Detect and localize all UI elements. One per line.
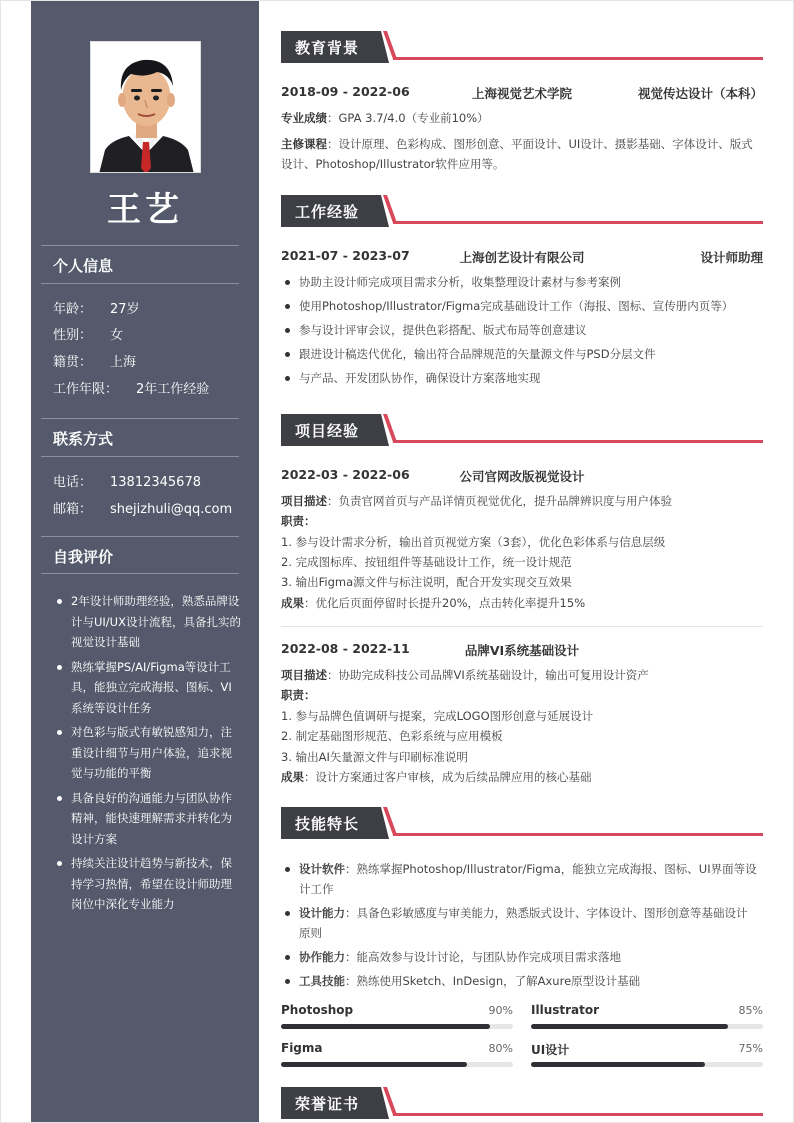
info-label: 工作年限： bbox=[53, 382, 119, 397]
info-value: 13812345678 bbox=[110, 475, 201, 490]
skill-label: 协作能力 bbox=[299, 950, 345, 964]
section-header-honors bbox=[281, 1087, 763, 1119]
project-duty-line: 1. 参与品牌色值调研与提案，完成LOGO图形创意与延展设计 bbox=[281, 709, 594, 723]
info-experience-years bbox=[53, 378, 209, 397]
skill-bar-track bbox=[531, 1062, 763, 1067]
list-item bbox=[281, 947, 757, 967]
project-desc bbox=[281, 665, 763, 685]
project-duty-line: 2. 完成图标库、按钮组件等基础设计工作，统一设计规范 bbox=[281, 555, 572, 569]
skill-bar-illustrator bbox=[531, 1003, 763, 1017]
sidebar-divider bbox=[41, 245, 239, 246]
info-gender bbox=[53, 324, 123, 343]
project-desc bbox=[281, 491, 763, 511]
skill-bar-fill bbox=[531, 1024, 728, 1029]
desc-text: ：负责官网首页与产品详情页视觉优化，提升品牌辨识度与用户体验 bbox=[327, 494, 672, 508]
contact-email bbox=[53, 498, 232, 517]
info-label: 籍贯： bbox=[53, 355, 93, 370]
section-rule bbox=[393, 57, 763, 60]
profile-photo bbox=[90, 41, 201, 173]
sidebar-divider bbox=[41, 456, 239, 457]
info-value: 27岁 bbox=[110, 302, 140, 317]
avatar-illustration bbox=[91, 42, 201, 173]
education-grade bbox=[281, 108, 763, 128]
list-item: 对色彩与版式有敏锐感知力，注重设计细节与用户体验，追求视觉与功能的平衡 bbox=[53, 722, 243, 784]
skill-bar-ui-design bbox=[531, 1041, 763, 1058]
result-label: 成果 bbox=[281, 596, 304, 610]
project-period: 2022-03 - 2022-06 bbox=[281, 467, 410, 482]
skill-bar-fill bbox=[531, 1062, 705, 1067]
main-column bbox=[281, 0, 763, 1123]
sidebar-divider bbox=[41, 536, 239, 537]
education-courses bbox=[281, 134, 763, 174]
skill-text: ：能高效参与设计讨论，与团队协作完成项目需求落地 bbox=[345, 950, 621, 964]
skill-text: ：熟练掌握Photoshop/Illustrator/Figma，能独立完成海报、图标、UI界面等设计工作 bbox=[299, 862, 757, 896]
section-header-work bbox=[281, 195, 763, 227]
project-duty-line: 3. 输出AI矢量源文件与印刷标准说明 bbox=[281, 750, 468, 764]
grade-text: ：GPA 3.7/4.0（专业前10%） bbox=[327, 111, 489, 125]
project-duty-line: 3. 输出Figma源文件与标注说明，配合开发实现交互效果 bbox=[281, 575, 572, 589]
info-value: shejizhuli@qq.com bbox=[110, 502, 233, 517]
skill-bar-track bbox=[281, 1062, 513, 1067]
skill-bar-photoshop bbox=[281, 1003, 513, 1017]
section-rule bbox=[393, 221, 763, 224]
education-school: 上海视觉艺术学院 bbox=[471, 86, 572, 101]
work-company: 上海创艺设计有限公司 bbox=[459, 250, 585, 265]
skills-list bbox=[281, 859, 757, 995]
section-title: 技能特长 bbox=[295, 815, 360, 833]
info-hometown bbox=[53, 351, 136, 370]
work-period: 2021-07 - 2023-07 bbox=[281, 248, 410, 263]
project-name: 品牌VI系统基础设计 bbox=[464, 643, 580, 658]
info-value: 女 bbox=[110, 328, 124, 343]
skill-bar-percent: 80% bbox=[488, 1042, 513, 1055]
project-divider bbox=[281, 626, 763, 627]
work-role: 设计师助理 bbox=[700, 250, 763, 265]
project-period: 2022-08 - 2022-11 bbox=[281, 641, 410, 656]
sidebar bbox=[31, 0, 259, 1123]
section-rule bbox=[393, 440, 763, 443]
courses-text: ：设计原理、色彩构成、图形创意、平面设计、UI设计、摄影基础、字体设计、版式设计、Photoshop/Illustrator软件应用等。 bbox=[281, 137, 753, 171]
skill-bar-percent: 75% bbox=[738, 1042, 763, 1055]
section-title: 工作经验 bbox=[295, 203, 360, 221]
project-duties bbox=[281, 511, 763, 531]
education-period: 2018-09 - 2022-06 bbox=[281, 84, 410, 99]
list-item bbox=[281, 903, 757, 943]
section-rule bbox=[393, 833, 763, 836]
list-item: 协助主设计师完成项目需求分析，收集整理设计素材与参考案例 bbox=[281, 272, 763, 292]
info-age bbox=[53, 298, 140, 317]
list-item: 2年设计师助理经验，熟悉品牌设计与UI/UX设计流程，具备扎实的视觉设计基础 bbox=[53, 591, 243, 653]
contact-phone bbox=[53, 471, 201, 490]
list-item: 持续关注设计趋势与新技术，保持学习热情，希望在设计师助理岗位中深化专业能力 bbox=[53, 853, 243, 915]
contact-title: 联系方式 bbox=[53, 430, 114, 448]
work-duties-list bbox=[281, 272, 763, 392]
duty-label: 职责： bbox=[281, 514, 316, 528]
skill-bar-name: Photoshop bbox=[281, 1003, 354, 1017]
list-item: 与产品、开发团队协作，确保设计方案落地实现 bbox=[281, 368, 763, 388]
section-title: 荣誉证书 bbox=[295, 1095, 360, 1113]
info-value: 2年工作经验 bbox=[136, 382, 210, 397]
result-text: ：优化后页面停留时长提升20%，点击转化率提升15% bbox=[304, 596, 586, 610]
candidate-name: 王艺 bbox=[107, 190, 183, 230]
list-item: 熟练掌握PS/AI/Figma等设计工具，能独立完成海报、图标、VI系统等设计任务 bbox=[53, 657, 243, 719]
self-eval-title: 自我评价 bbox=[53, 548, 114, 566]
sidebar-divider bbox=[41, 418, 239, 419]
info-label: 年龄： bbox=[53, 302, 93, 317]
list-item: 跟进设计稿迭代优化，输出符合品牌规范的矢量源文件与PSD分层文件 bbox=[281, 344, 763, 364]
desc-label: 项目描述 bbox=[281, 668, 327, 682]
skill-bar-fill bbox=[281, 1062, 467, 1067]
section-title: 教育背景 bbox=[295, 39, 360, 57]
info-label: 电话： bbox=[53, 475, 93, 490]
sidebar-divider bbox=[41, 573, 239, 574]
skill-bar-track bbox=[281, 1024, 513, 1029]
list-item: 具备良好的沟通能力与团队协作精神，能快速理解需求并转化为设计方案 bbox=[53, 788, 243, 850]
list-item bbox=[281, 859, 757, 899]
skill-text: ：熟练使用Sketch、InDesign，了解Axure原型设计基础 bbox=[345, 974, 641, 988]
result-text: ：设计方案通过客户审核，成为后续品牌应用的核心基础 bbox=[304, 770, 592, 784]
section-title: 项目经验 bbox=[295, 422, 360, 440]
grade-label: 专业成绩 bbox=[281, 111, 327, 125]
section-header-projects bbox=[281, 414, 763, 446]
skill-text: ：具备色彩敏感度与审美能力，熟悉版式设计、字体设计、图形创意等基础设计原则 bbox=[299, 906, 748, 940]
list-item: 参与设计评审会议，提供色彩搭配、版式布局等创意建议 bbox=[281, 320, 763, 340]
skill-bar-percent: 90% bbox=[488, 1004, 513, 1017]
section-header-skills bbox=[281, 807, 763, 839]
info-value: 上海 bbox=[110, 355, 137, 370]
sidebar-divider bbox=[41, 283, 239, 284]
project-result bbox=[281, 767, 763, 787]
info-label: 性别： bbox=[53, 328, 93, 343]
skill-label: 工具技能 bbox=[299, 974, 345, 988]
project-duty-line: 1. 参与设计需求分析，输出首页视觉方案（3套），优化色彩体系与信息层级 bbox=[281, 535, 666, 549]
skill-bar-name: UI设计 bbox=[531, 1043, 570, 1057]
info-label: 邮箱： bbox=[53, 502, 93, 517]
skill-bar-name: Illustrator bbox=[531, 1003, 600, 1017]
skill-bar-figma bbox=[281, 1041, 513, 1055]
duty-label: 职责： bbox=[281, 688, 316, 702]
skill-bar-name: Figma bbox=[281, 1041, 323, 1055]
desc-text: ：协助完成科技公司品牌VI系统基础设计，输出可复用设计资产 bbox=[327, 668, 649, 682]
skill-label: 设计能力 bbox=[299, 906, 345, 920]
list-item: 使用Photoshop/Illustrator/Figma完成基础设计工作（海报、图标、宣传册内页等） bbox=[281, 296, 763, 316]
project-result bbox=[281, 593, 763, 613]
skill-label: 设计软件 bbox=[299, 862, 345, 876]
section-rule bbox=[393, 1113, 763, 1116]
skill-bar-fill bbox=[281, 1024, 490, 1029]
section-header-education bbox=[281, 31, 763, 63]
list-item bbox=[281, 971, 757, 991]
courses-label: 主修课程 bbox=[281, 137, 327, 151]
project-duties bbox=[281, 685, 763, 705]
skill-bar-track bbox=[531, 1024, 763, 1029]
desc-label: 项目描述 bbox=[281, 494, 327, 508]
result-label: 成果 bbox=[281, 770, 304, 784]
education-major: 视觉传达设计（本科） bbox=[637, 86, 763, 101]
skill-bar-percent: 85% bbox=[738, 1004, 763, 1017]
self-eval-list bbox=[53, 591, 243, 919]
personal-info-title: 个人信息 bbox=[53, 257, 114, 275]
project-duty-line: 2. 制定基础图形规范、色彩系统与应用模板 bbox=[281, 729, 503, 743]
project-name: 公司官网改版视觉设计 bbox=[459, 469, 585, 484]
